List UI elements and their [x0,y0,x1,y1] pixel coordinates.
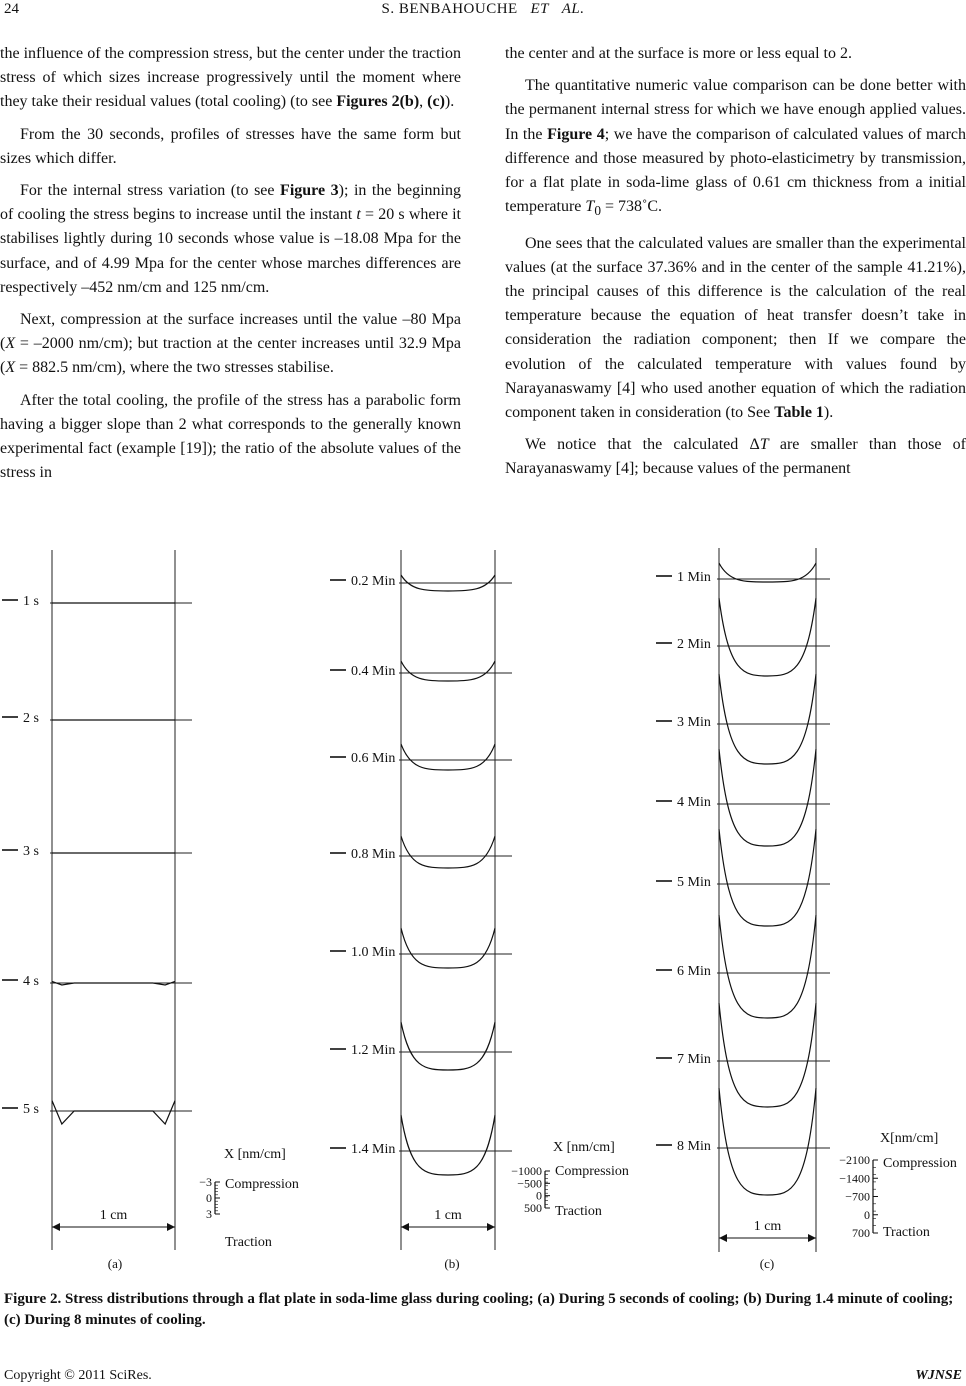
stress-profile [52,981,175,985]
traction-label: Traction [225,1235,272,1250]
paragraph: After the total cooling, the profile of the stress has a parabolic form having a bigger slope than 2 what corresponds to the generally known experimental fact (example [19]); the ratio of the absolute values of the stress in [0,391,461,482]
left-text-column [0,42,461,493]
stress-profile [719,915,816,1018]
scale-tick-label: −3 [199,1175,212,1189]
paragraph: The quantitative numeric value comparison can be done better with the permanent internal stress for which we have enough applied values. In the Figure 4; we have the comparison of calculated values of march difference and those measured by photo-elasticimetry by transmission, for a flat plate in soda-lime glass of 0.61 cm thickness from a initial temperature $T_0$ = 738˚C. [505,77,966,219]
arrow-head [401,1223,409,1231]
scale-tick-label: 0 [864,1207,870,1222]
stress-profile [719,829,816,926]
arrow-head [808,1234,816,1242]
paragraph: From the 30 seconds, profiles of stresses have the same form but sizes which differ. [0,125,461,167]
scale-tick-label: −2100 [839,1153,870,1167]
scale-tick-label: −1000 [511,1164,542,1178]
time-label: 1 s [23,594,39,609]
stress-profile [401,1115,495,1175]
compression-label: Compression [225,1177,299,1192]
scale-title: X [nm/cm] [224,1147,286,1162]
journal-abbrev: WJNSE [915,1368,962,1383]
arrow-head [52,1223,60,1231]
width-label: 1 cm [753,1219,782,1234]
paragraph: We notice that the calculated ΔT are smaller than those of Narayanaswamy [4]; because values of the permanent [505,436,966,478]
time-label: 8 Min [677,1139,711,1154]
scale-tick-label: −700 [845,1189,870,1204]
arrow-head [487,1223,495,1231]
scale-tick-label: 3 [206,1207,212,1221]
compression-label: Compression [555,1164,629,1179]
copyright-text: Copyright © 2011 SciRes. [4,1368,152,1383]
time-label: 6 Min [677,964,711,979]
time-label: 2 s [23,711,39,726]
time-label: 7 Min [677,1052,711,1067]
stress-profile [401,836,495,868]
time-label: 0.2 Min [351,574,396,589]
time-label: 4 Min [677,795,711,810]
scale-title: X [nm/cm] [553,1140,615,1155]
time-label: 0.6 Min [351,751,396,766]
panel-letter: (b) [444,1256,460,1271]
stress-profile [719,674,816,764]
time-label: 1.0 Min [351,945,396,960]
scale-tick-label: 700 [852,1226,870,1240]
paragraph: the influence of the compression stress, but the center under the traction stress of which sizes increase progressively until the moment where they take their residual values (total cooling) (to see Figures 2(b), (c)). [0,45,461,111]
scale-tick-label: 500 [524,1201,542,1215]
time-label: 0.4 Min [351,664,396,679]
panel-c [656,548,957,1271]
time-label: 4 s [23,974,39,989]
scale-tick-label: 0 [206,1191,212,1205]
running-title: S. BENBAHOUCHE ET AL. [381,1,585,17]
arrow-head [167,1223,175,1231]
panel-a [2,550,299,1271]
scale-title: X[nm/cm] [880,1131,939,1146]
time-label: 3 Min [677,715,711,730]
time-label: 1 Min [677,570,711,585]
paragraph: Next, compression at the surface increases until the value –80 Mpa (X = –2000 nm/cm); but traction at the center increases until 32.9 Mpa (X = 882.5 nm/cm), where the two stresses stabilise. [0,311,461,377]
time-label: 5 s [23,1102,39,1117]
arrow-head [719,1234,727,1242]
scale-tick-label: 0 [536,1188,542,1203]
stress-profile [401,1022,495,1070]
stress-profile [52,1101,175,1124]
width-label: 1 cm [434,1208,462,1223]
panel-b [330,550,629,1271]
stress-profile [719,598,816,676]
width-label: 1 cm [99,1208,128,1223]
figure-caption: Figure 2. Stress distributions through a flat plate in soda-lime glass during cooling; (a) During 5 seconds of cooling; (b) During 1.4 minute of cooling; (c) During 8 minutes of cooling. [4,1291,954,1328]
page-footer [4,1368,962,1384]
panel-letter: (a) [107,1256,123,1271]
page-header [0,0,966,22]
paragraph: the center and at the surface is more or less equal to 2. [505,45,852,62]
traction-label: Traction [555,1204,602,1219]
paragraph: One sees that the calculated values are smaller than the experimental values (at the surface 37.36% and in the center of the sample 41.21%), the principal causes of this difference is the calculation of the real temperature because the equation of heat transfer doesn’t take in consideration the radiation component; then If we compare the evolution of the calculated temperature with values found by Narayanaswamy [4] who used another equation of which the radiation component taken in consideration (to See Table 1). [505,234,966,422]
panel-letter: (c) [759,1256,775,1271]
scale-tick-label: −500 [517,1176,542,1191]
traction-label: Traction [883,1225,930,1240]
page-number: 24 [4,1,19,17]
stress-profile [719,1088,816,1195]
stress-profile [401,928,495,968]
stress-profile [401,661,495,681]
time-label: 3 s [23,844,39,859]
right-text-column [505,42,966,490]
figure-2 [0,548,966,1278]
stress-profile [401,744,495,770]
paragraph: For the internal stress variation (to see Figure 3); in the beginning of cooling the stress begins to increase until the instant t = 20 s where it stabilises lightly during 10 seconds whose value is –18.08 Mpa for the surface, and of 4.99 Mpa for the center whose marches differences are respectively –452 nm/cm and 125 nm/cm. [0,182,462,296]
time-label: 1.2 Min [351,1043,396,1058]
time-label: 1.4 Min [351,1142,396,1157]
time-label: 2 Min [677,637,711,652]
scale-tick-label: −1400 [839,1171,870,1186]
compression-label: Compression [883,1156,957,1171]
time-label: 5 Min [677,875,711,890]
time-label: 0.8 Min [351,847,396,862]
